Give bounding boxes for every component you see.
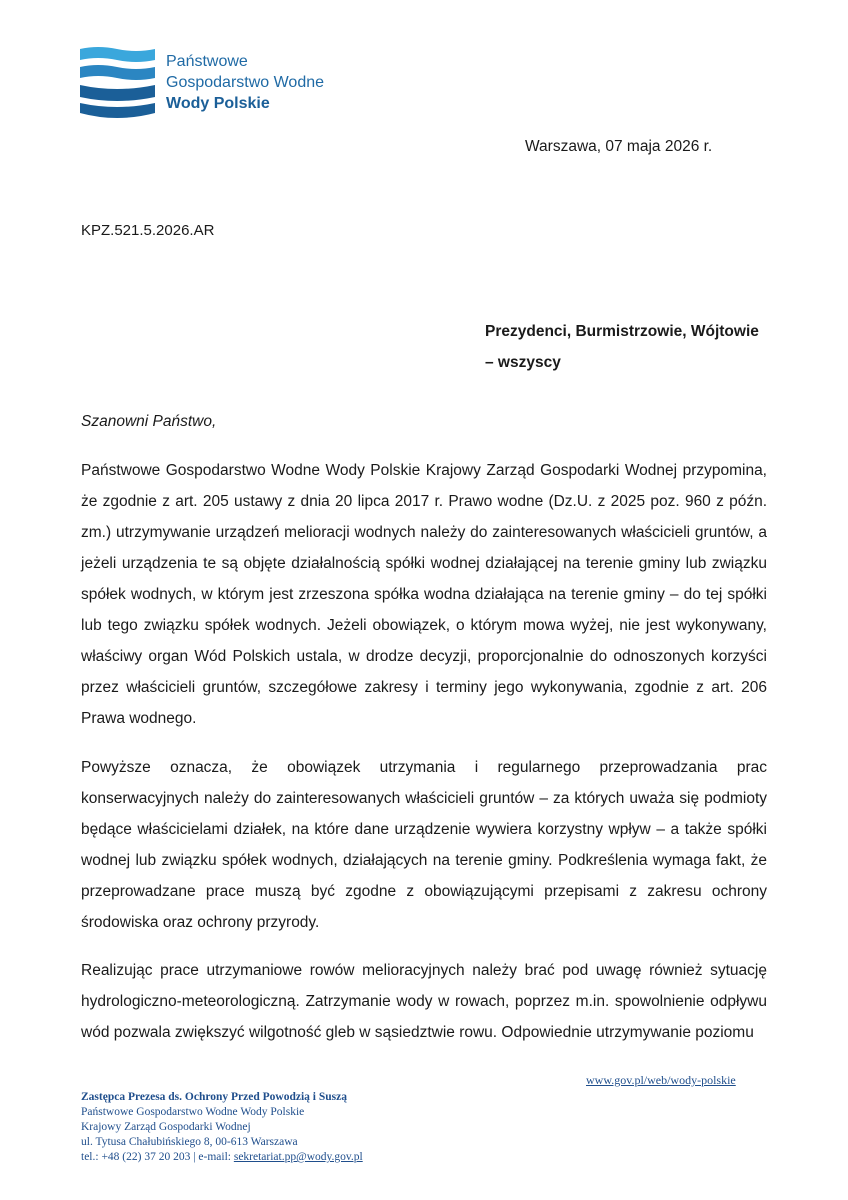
wody-polskie-logo	[80, 45, 155, 120]
reference-number: KPZ.521.5.2026.AR	[81, 222, 215, 239]
logo-line-3: Wody Polskie	[166, 95, 270, 112]
salutation: Szanowni Państwo,	[81, 413, 217, 430]
logo-wordmark	[166, 51, 324, 114]
logo-line-1: Państwowe	[166, 53, 248, 70]
footer-address: ul. Tytusa Chałubińskiego 8, 00-613 Warszawa	[81, 1136, 298, 1148]
footer-org-1: Państwowe Gospodarstwo Wodne Wody Polskie	[81, 1106, 305, 1118]
footer	[81, 1090, 363, 1165]
footer-phone: tel.: +48 (22) 37 20 203 | e-mail:	[81, 1151, 234, 1163]
footer-title: Zastępca Prezesa ds. Ochrony Przed Powodzią i Suszą	[81, 1091, 347, 1103]
addressee-line-2: – wszyscy	[485, 354, 561, 371]
body-paragraph: Państwowe Gospodarstwo Wodne Wody Polskie Krajowy Zarząd Gospodarki Wodnej przypomina, że zgodnie z art. 205 ustawy z dnia 20 lipca 2017 r. Prawo wodne (Dz.U. z 2025 poz. 960 z późn. zm.) utrzymywanie urządzeń melioracji wodnych należy do zainteresowanych właścicieli gruntów, a jeżeli urządzenia te są objęte działalnością spółki wodnej działającej na terenie gminy lub związku spółek wodnych, w którym jest zrzeszona spółka wodna działająca na terenie gminy – do tej spółki lub tego związku spółek wodnych. Jeżeli obowiązek, o którym mowa wyżej, nie jest wykonywany, właściwy organ Wód Polskich ustala, w drodze decyzji, proporcjonalnie do odnoszonych korzyści przez właścicieli gruntów, szczegółowe zakresy i terminy jego wykonywania, zgodnie z art. 206 Prawa wodnego.	[81, 462, 767, 727]
footer-org-2: Krajowy Zarząd Gospodarki Wodnej	[81, 1121, 251, 1133]
body-paragraph: Realizując prace utrzymaniowe rowów melioracyjnych należy brać pod uwagę również sytuację hydrologiczno-meteorologiczną. Zatrzymanie wody w rowach, poprzez m.in. spowolnienie odpływu wód pozwala zwiększyć wilgotność gleb w sąsiedztwie rowu. Odpowiednie utrzymywanie poziomu	[81, 962, 767, 1041]
addressee-block	[485, 316, 759, 378]
addressee-line-1: Prezydenci, Burmistrzowie, Wójtowie	[485, 323, 759, 340]
footer-contact	[81, 1150, 363, 1165]
letter-date: Warszawa, 07 maja 2026 r.	[525, 138, 713, 155]
logo-line-2: Gospodarstwo Wodne	[166, 74, 325, 91]
website-link[interactable]: www.gov.pl/web/wody-polskie	[586, 1073, 736, 1087]
footer-email-link[interactable]: sekretariat.pp@wody.gov.pl	[233, 1151, 363, 1163]
body-paragraph: Powyższe oznacza, że obowiązek utrzymania i regularnego przeprowadzania prac konserwacyjnych należy do zainteresowanych właścicieli gruntów – za których uważa się podmioty będące właścicielami działek, na które dane urządzenie wywiera korzystny wpływ – a także spółki wodnej lub związku spółek wodnych, działających na terenie gminy. Podkreślenia wymaga fakt, że przeprowadzane prace muszą być zgodne z obowiązującymi przepisami z zakresu ochrony środowiska oraz ochrony przyrody.	[81, 759, 767, 931]
